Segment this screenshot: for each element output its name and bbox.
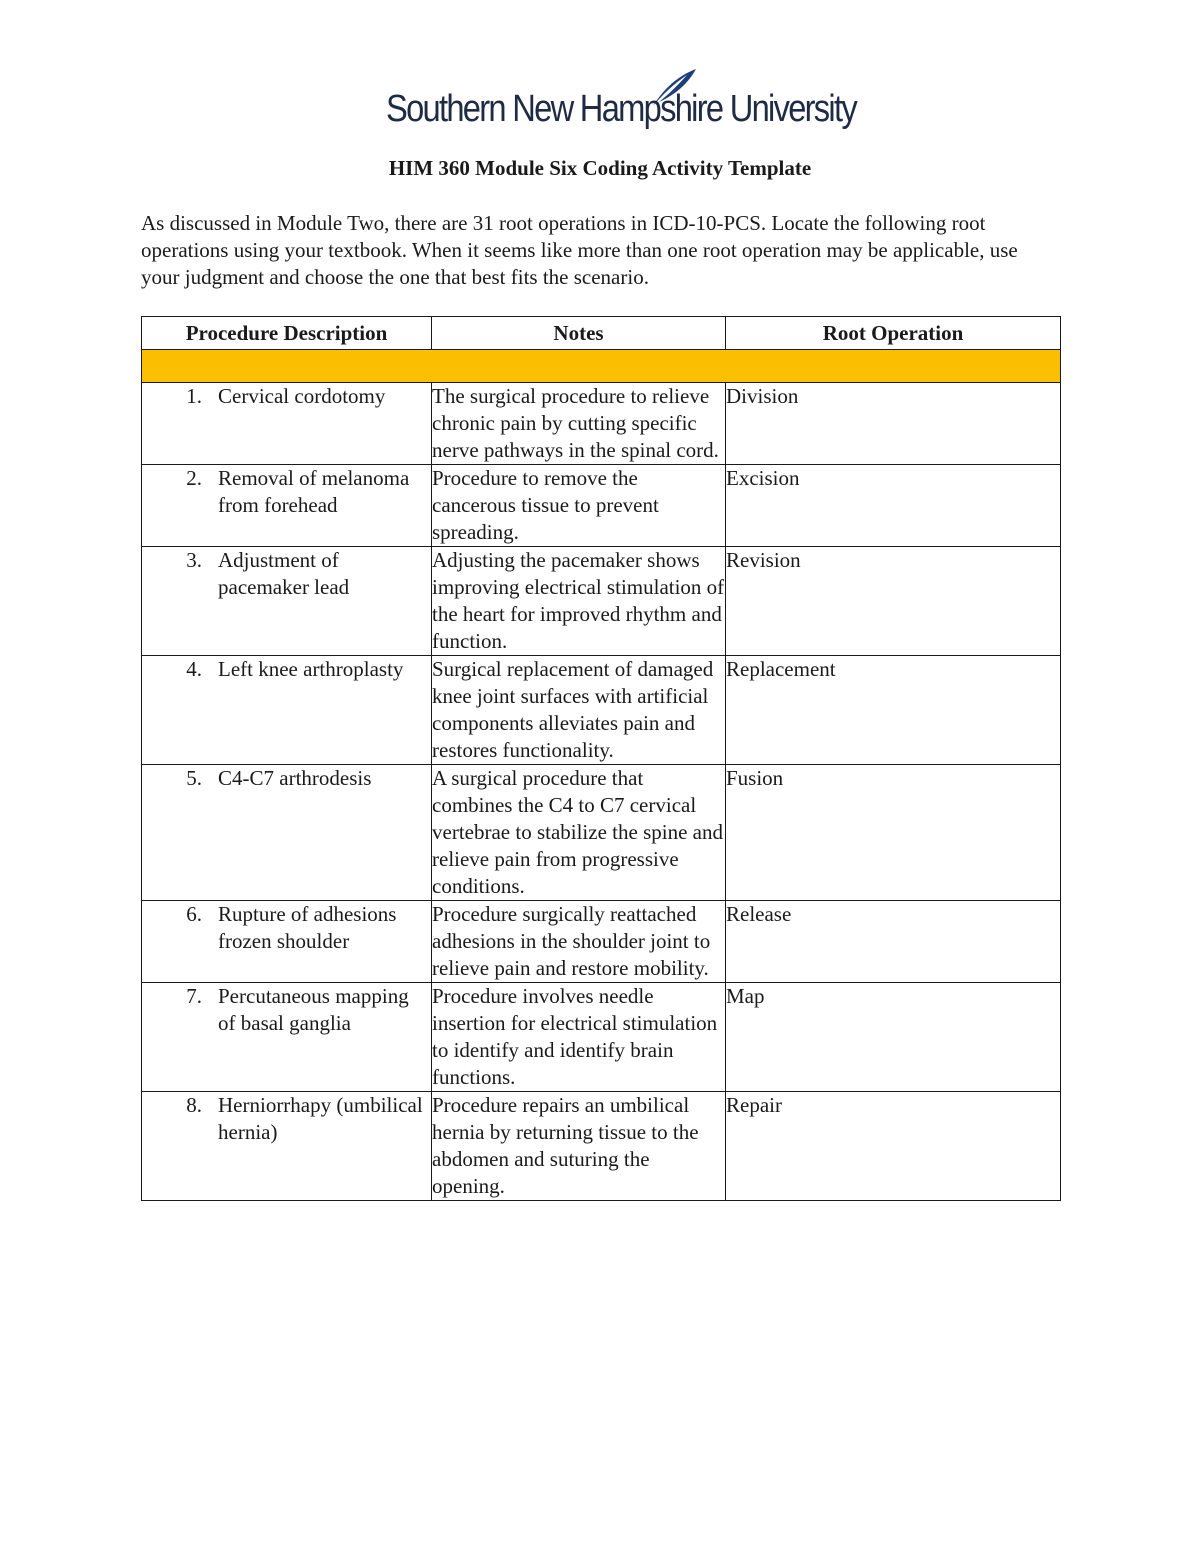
notes-cell: Procedure repairs an umbilical hernia by returning tissue to the abdomen and suturing the opening. <box>432 1092 726 1201</box>
table-header-row <box>142 317 1061 350</box>
row-number: 4. <box>186 657 202 681</box>
row-number: 2. <box>186 466 202 490</box>
procedure-description-cell <box>142 383 432 465</box>
notes-cell: Procedure to remove the cancerous tissue to prevent spreading. <box>432 465 726 547</box>
procedure-description-cell <box>142 656 432 765</box>
table-row <box>142 983 1061 1092</box>
procedure-description-cell <box>142 547 432 656</box>
root-operation-cell: Excision <box>726 465 1061 547</box>
table-row <box>142 1092 1061 1201</box>
notes-cell: A surgical procedure that combines the C4 to C7 cervical vertebrae to stabilize the spine and relieve pain from progressive conditions. <box>432 765 726 901</box>
row-number: 5. <box>186 766 202 790</box>
procedure-description-cell <box>142 765 432 901</box>
table-row <box>142 901 1061 983</box>
notes-cell: The surgical procedure to relieve chronic pain by cutting specific nerve pathways in the spinal cord. <box>432 383 726 465</box>
table-row <box>142 765 1061 901</box>
table-row <box>142 383 1061 465</box>
notes-cell: Procedure surgically reattached adhesions in the shoulder joint to relieve pain and restore mobility. <box>432 901 726 983</box>
notes-cell: Adjusting the pacemaker shows improving electrical stimulation of the heart for improved rhythm and function. <box>432 547 726 656</box>
root-operation-cell: Revision <box>726 547 1061 656</box>
notes-cell: Procedure involves needle insertion for electrical stimulation to identify and identify brain functions. <box>432 983 726 1092</box>
header-procedure-description: Procedure Description <box>142 317 432 350</box>
procedure-description-cell <box>142 465 432 547</box>
highlight-band <box>142 350 1061 383</box>
document-title: HIM 360 Module Six Coding Activity Template <box>388 156 812 180</box>
highlight-band-row <box>142 350 1061 383</box>
procedure-description-cell <box>142 901 432 983</box>
row-number: 8. <box>186 1093 202 1117</box>
root-operation-cell: Replacement <box>726 656 1061 765</box>
procedure-description: Cervical cordotomy <box>218 384 386 408</box>
notes-cell: Surgical replacement of damaged knee joint surfaces with artificial components alleviates pain and restores functionality. <box>432 656 726 765</box>
root-operation-cell: Release <box>726 901 1061 983</box>
procedure-description: Left knee arthroplasty <box>218 657 404 681</box>
root-operation-cell: Fusion <box>726 765 1061 901</box>
root-operation-cell: Repair <box>726 1092 1061 1201</box>
row-number: 7. <box>186 984 202 1008</box>
procedure-description: Rupture of adhesions frozen shoulder <box>218 902 397 953</box>
procedure-description: Removal of melanoma from forehead <box>218 466 410 517</box>
procedure-description-cell <box>142 983 432 1092</box>
intro-paragraph: As discussed in Module Two, there are 31 root operations in ICD-10-PCS. Locate the following root operations using your textbook. When it seems like more than one root operation may be applicable, use your judgment and choose the one that best fits the scenario. <box>141 211 1018 289</box>
procedure-description: Herniorrhapy (umbilical hernia) <box>218 1093 423 1144</box>
logo-wordmark: Southern New Hampshire University <box>386 88 856 130</box>
procedure-description: Percutaneous mapping of basal ganglia <box>218 984 409 1035</box>
header-root-operation: Root Operation <box>726 317 1061 350</box>
university-logo <box>386 66 856 140</box>
procedure-description: Adjustment of pacemaker lead <box>218 548 350 599</box>
procedure-description: C4-C7 arthrodesis <box>218 766 372 790</box>
row-number: 1. <box>186 384 202 408</box>
header-notes: Notes <box>432 317 726 350</box>
root-operation-cell: Map <box>726 983 1061 1092</box>
root-operations-table <box>141 316 1061 1201</box>
table-row <box>142 465 1061 547</box>
row-number: 3. <box>186 548 202 572</box>
row-number: 6. <box>186 902 202 926</box>
table-row <box>142 656 1061 765</box>
procedure-description-cell <box>142 1092 432 1201</box>
root-operation-cell: Division <box>726 383 1061 465</box>
table-row <box>142 547 1061 656</box>
